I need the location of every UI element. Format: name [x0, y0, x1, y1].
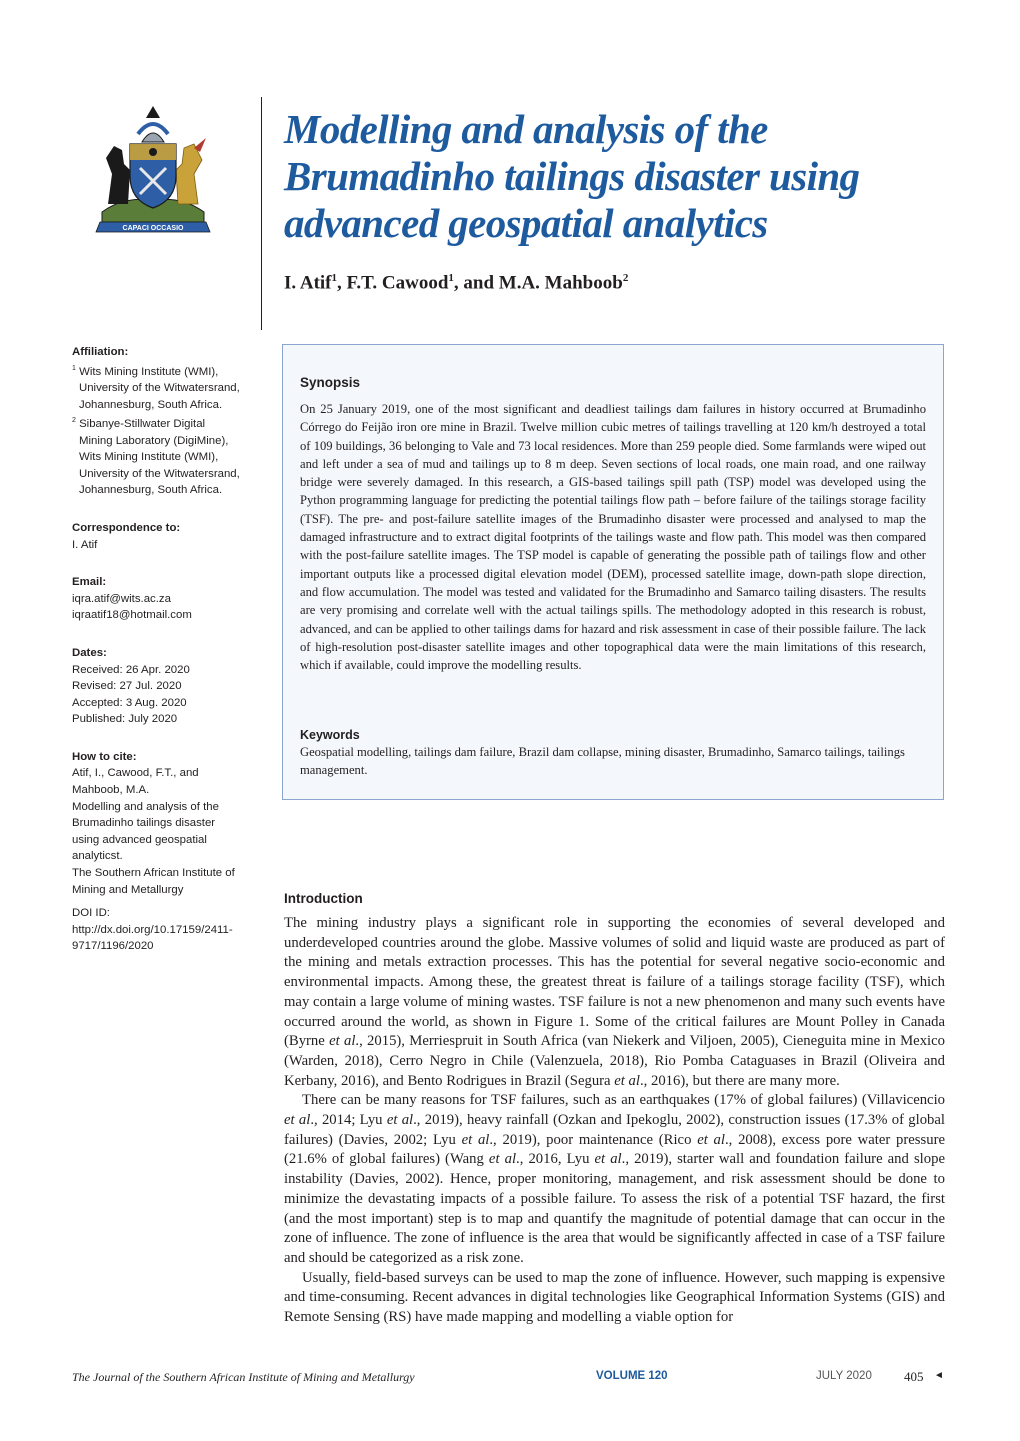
introduction-heading: Introduction — [284, 891, 363, 906]
affiliation-line: University of the Witwatersrand, — [79, 381, 240, 394]
title-vertical-rule — [261, 97, 262, 330]
cite-line: Brumadinho tailings disaster — [72, 817, 216, 830]
date-accepted: Accepted: 3 Aug. 2020 — [72, 696, 187, 709]
correspondence-heading: Correspondence to: — [72, 521, 181, 534]
author-list: I. Atif$^1$, F.T. Cawood$^1$, and M.A. Mahboob$^2$ — [284, 272, 629, 294]
cite-line: Mahboob, M.A. — [72, 784, 150, 797]
keywords-text: Geospatial modelling, tailings dam failure, Brazil dam collapse, mining disaster, Brumadinho, Samarco tailings, tailings management. — [300, 745, 905, 778]
synopsis-text: On 25 January 2019, one of the most significant and deadliest tailings dam failures in history occurred at Brumadinho Córrego do Feijão iron ore mine in Brazil. Twelve million cubic metres of tailings travelling at 120 km/h destroyed a total of 109 buildings, 36 belonging to Vale and 73 local residences. More than 259 people died. Some farmlands were wiped out and left under a sea of mud and tailings up to 8 m deep. Seven sections of local roads, one main road, and one railway bridge were severely damaged. In this research, a GIS-based tailings spill path (TSP) model was developed using the Python programming language for predicting the potential tailings flow path – before failure of the tailings storage facility (TSF). The pre- and post-failure satellite images of the Brumadinho disaster were processed and analysed to map the damaged infrastructure and to extract digital footprints of the tailings waste and flow path. This model was then compared with the post-failure satellite images. The TSP model is capable of generating the possible path of tailings flow and other important outputs like a processed digital elevation model (DEM), processed satellite image, down-path slope direction, and flow accumulation. The model was tested and validated for the Brumadinho and Samarco tailing disasters. The results are very promising and correlate well with the actual tailings spills. The methodology adopted in this research is robust, advanced, and can be applied to other tailings dams for hazard and risk assessment in case of their possible failure. The lack of high-resolution post-disaster satellite images and other topographical data were the main limitations of this research, which if available, could improve the modelling results. — [300, 402, 926, 673]
page-footer — [72, 1370, 952, 1390]
cite-heading: How to cite: — [72, 750, 137, 763]
author-name: M.A. Mahboob — [498, 272, 623, 294]
footer-arrow-icon: ◄ — [934, 1370, 944, 1381]
affiliation-line: Wits Mining Institute (WMI), — [79, 451, 219, 464]
affiliation-line: University of the Witwatersrand, — [79, 467, 240, 480]
dates-heading: Dates: — [72, 646, 107, 659]
synopsis-box — [282, 344, 944, 800]
author-name: F.T. Cawood — [346, 272, 449, 294]
footer-issue-date: JULY 2020 — [816, 1370, 872, 1382]
footer-page-number: 405 — [904, 1369, 924, 1384]
date-received: Received: 26 Apr. 2020 — [72, 663, 190, 676]
cite-line: using advanced geospatial — [72, 833, 207, 846]
email-link[interactable]: iqra.atif@wits.ac.za — [72, 592, 171, 605]
email-heading: Email: — [72, 576, 107, 589]
logo-left-supporter — [106, 146, 130, 204]
affiliation-line: Mining Laboratory (DigiMine), — [79, 434, 229, 447]
correspondence-name: I. Atif — [72, 538, 98, 551]
affiliation-line: Sibanye-Stillwater Digital — [79, 417, 206, 430]
logo-motto: CAPACI OCCASIO — [122, 225, 184, 232]
doi-link[interactable]: http://dx.doi.org/10.17159/2411- — [72, 923, 233, 936]
logo-right-supporter — [176, 144, 202, 204]
author-name: I. Atif — [284, 272, 332, 294]
introduction-body — [284, 914, 945, 1328]
affiliation-line: Johannesburg, South Africa. — [79, 484, 223, 497]
article-title: Modelling and analysis of the Brumadinho tailings disaster using advanced geospatial analytics — [284, 106, 860, 246]
logo-helm — [142, 133, 164, 142]
doi-link[interactable]: 9717/1196/2020 — [72, 940, 154, 953]
intro-paragraph: There can be many reasons for TSF failures, such as an earthquakes (17% of global failures) (Villavicencio et al., 2014; Lyu et al., 2019), heavy rainfall (Ozkan and Ipekoglu, 2002), construction issues (17.3% of global failures) (Davies, 2002; Lyu et al., 2019), poor maintenance (Rico et al., 2008), excess pore water pressure (21.6% of global failures) (Wang et al., 2016, Lyu et al., 2019), starter wall and foundation failure and slope instability (Davies, 2002). Hence, proper monitoring, management, and risk assessment should be done to minimize the devastating impacts of a possible failure. To assess the risk of a potential TSF hazard, the first (and the most important) step is to map and quantify the magnitude of potential damage that can occur in the zone of influence. The zone of influence is the area that would be significantly affected in case of a TSF failure and should be categorized as a risk zone. — [284, 1092, 945, 1266]
intro-paragraph: The mining industry plays a significant role in supporting the economies of several developed and underdeveloped countries around the globe. Massive volumes of solid and liquid waste are produced as part of the mining and metals extraction processes. This has the potential for several negative socio-economic and environmental impacts. Among these, the greatest threat is failure of a tailings storage facility (TSF), which may contain a large volume of mining wastes. TSF failure is not a new phenomenon and many such events have occurred around the world, as shown in Figure 1. Some of the critical failures are Mount Polley in Canada (Byrne et al., 2015), Merriespruit in South Africa (van Niekerk and Viljoen, 2005), Cieneguita mine in Mexico (Warden, 2018), Cerro Negro in Chile (Valenzuela, 2018), Rio Pomba Cataguases in Brazil (Oliveira and Kerbany, 2016), and Bento Rodrigues in Brazil (Segura et al., 2016), but there are many more. — [284, 915, 945, 1089]
author-affiliation-sup: 1 — [331, 272, 337, 284]
footer-volume: VOLUME 120 — [596, 1370, 668, 1382]
affiliation-line: Johannesburg, South Africa. — [79, 398, 223, 411]
cite-line: analyticst. — [72, 850, 123, 863]
keywords-heading: Keywords — [300, 728, 360, 742]
cite-line: The Southern African Institute of — [72, 867, 235, 880]
date-published: Published: July 2020 — [72, 713, 178, 726]
article-metadata-sidebar: Affiliation: $^1$ Wits Mining Institute (WMI), University of the Witwatersrand, Johannesburg, South Africa. $^2$ Sibanye-Stillwater Digital Mining Laboratory (DigiMine), Wits Mining Institute (WMI), University of the Witwatersrand, Johannesburg, South Africa. Correspondence to: I. Atif Email: iqra.atif@wits.ac.za iqraatif18@hotmail.com Dates: Received: 26 Apr. 2020 Revised: 27 Jul. 2020 Accepted: 3 Aug. 2020 Published: July 2020 How to cite: Atif, I., Cawood, F.T., and Mahboob, M.A. Modelling and analysis of the Brumadinho tailings disaster using advanced geospatial analyticst. The Southern African Institute of Mining and Metallurgy DOI ID: http://dx.doi.org/10.17159/2411- 9717/1196/2020 — [72, 344, 272, 955]
affiliation-heading: Affiliation: — [72, 346, 129, 358]
intro-paragraph: Usually, field-based surveys can be used to map the zone of influence. However, such mapping is expensive and time-consuming. Recent advances in digital technologies like Geographical Information Systems (GIS) and Remote Sensing (RS) have made mapping and modelling a viable option for — [284, 1269, 945, 1326]
cite-line: Atif, I., Cawood, F.T., and — [72, 767, 199, 780]
footer-journal-name: The Journal of the Southern African Institute of Mining and Metallurgy — [72, 1370, 415, 1384]
email-link[interactable]: iqraatif18@hotmail.com — [72, 609, 192, 622]
institute-coat-of-arms-logo — [94, 104, 212, 240]
synopsis-heading: Synopsis — [300, 375, 361, 390]
doi-heading: DOI ID: — [72, 907, 110, 920]
cite-line: Modelling and analysis of the — [72, 800, 219, 813]
cite-line: Mining and Metallurgy — [72, 883, 184, 896]
affiliation-line: Wits Mining Institute (WMI), — [79, 365, 219, 378]
author-affiliation-sup: 1 — [448, 272, 454, 284]
author-affiliation-sup: 2 — [622, 272, 629, 284]
date-revised: Revised: 27 Jul. 2020 — [72, 680, 182, 693]
